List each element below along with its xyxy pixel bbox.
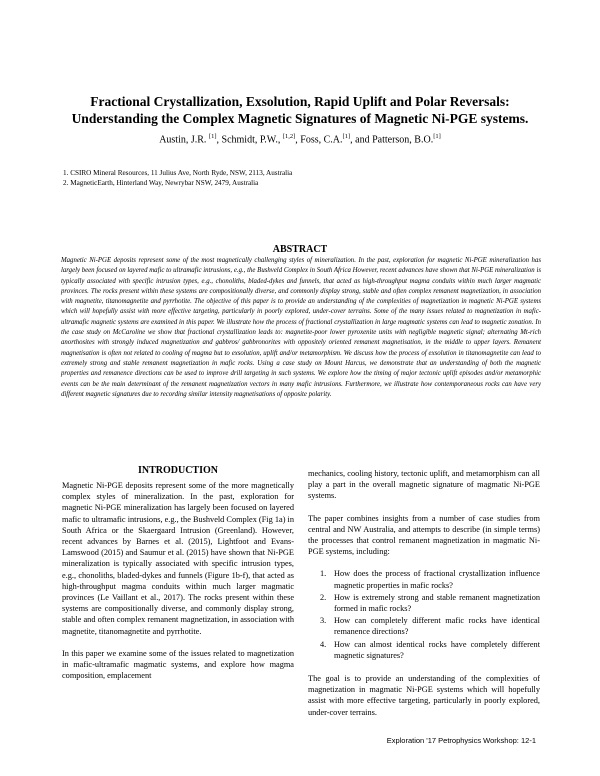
list-item-text: How can completely different mafic rocks have identical remanence directions? [334, 616, 540, 637]
question-list [308, 568, 540, 661]
list-item-text: How is extremely strong and stable remanent magnetization formed in mafic rocks? [334, 592, 540, 614]
author-mark: [1] [342, 133, 351, 140]
list-item [308, 615, 540, 637]
list-item [308, 639, 540, 661]
left-column [62, 480, 294, 681]
paper-title [60, 93, 540, 127]
author-separator: , [295, 134, 301, 146]
abstract-body: Magnetic Ni-PGE deposits represent some of the most magnetically challenging styles of mineralization. In the past, exploration for magnetic Ni-PGE mineralization has largely been focused on layered mafic to ultramafic intrusions, e.g., the Bushveld Complex in South Africa However, recent advances have shown that Ni-PGE mineralization is typically associated with specific intrusion types, e.g., chonoliths, bladed-dykes and funnels, that acted as high-throughput magma conduits within much larger magmatic provinces. The rocks present within these systems are compositionally diverse, and commonly display strong, stable and often complex remanent magnetization, in association with magnetite, titanomagnetite and pyrrhotite. The objective of this paper is to provide an understanding of the complexities of magnetization in magnetic Ni-PGE systems which will hopefully assist with more effective targeting, particularly in poorly explored, under-cover terrains. Some of the many issues related to magnetization in mafic-ultramafic magnetic systems are examined in this paper. We illustrate how the process of fractional crystallization in large magmatic systems can lead to magnetic zonation. In the case study on McCaroline we show that fractional crystallization leads to: magnetite-poor lower pyroxenite units with negligible magnetic signal; alternating Mt-rich anorthosites with strongly induced magnetization and gabbros/ gabbronorites with oppositely oriented remanent magnetisation, in the middle to upper layers. Remanent magnetisation is often not related to cooling of magma but to exsolution, uplift and/or metamorphism. We discuss how the process of exsolution in titanomagnetite can lead to extremely strong and stable remanent magnetization in mafic rocks. Using a case study on Mount Harcus, we demonstrate that an understanding of both the magnetic properties and remanence directions can be used to improve drill targeting in such systems. We explore how the timing of major tectonic uplift episodes and/or metamorphic events can be the main determinant of the remanent magnetization vectors in many mafic intrusions. Furthermore, we illustrate how contemporaneous rocks can have very different magnetic signatures due to recording similar intensity magnetisations of opposite polarity. [61, 257, 541, 398]
author-mark: [1] [433, 133, 441, 140]
list-item-text: How can almost identical rocks have completely different magnetic signatures? [334, 639, 540, 660]
right-column [308, 468, 540, 718]
col2-paragraph-1: mechanics, cooling history, tectonic uplift, and metamorphism can all play a part in the overall magnetic signature of magmatic Ni-PGE systems. [308, 469, 540, 501]
list-item-number: 1. [320, 569, 327, 579]
list-item [308, 592, 540, 614]
author-separator: , and [350, 134, 373, 146]
affiliation-2: 2. MagneticEarth, Hinterland Way, Newrybar NSW, 2479, Australia [63, 179, 259, 187]
introduction-heading: INTRODUCTION [137, 465, 218, 476]
title-line-1: Fractional Crystallization, Exsolution, Rapid Uplift and Polar Reversals: [90, 94, 510, 109]
list-item [308, 568, 540, 590]
affiliation-1: 1. CSIRO Mineral Resources, 11 Julius Ave, North Ryde, NSW, 2113, Australia [63, 169, 293, 177]
title-line-2: Understanding the Complex Magnetic Signatures of Magnetic Ni-PGE systems. [71, 111, 529, 126]
list-item-number: 2. [320, 592, 327, 602]
list-item-text: How does the process of fractional crystallization influence magnetic properties in mafic rocks? [334, 569, 540, 590]
intro-paragraph-2: In this paper we examine some of the issues related to magnetization in mafic-ultramafic magmatic systems, and explore how magma composition, emplacement [62, 648, 294, 681]
page-footer: Exploration '17 Petrophysics Workshop: 12-1 [386, 736, 536, 745]
author-name: Austin, J.R. [159, 134, 209, 146]
intro-paragraph-1: Magnetic Ni-PGE deposits represent some of the more magnetically complex styles of mineralization. In the past, exploration for magnetic Ni-PGE mineralization has largely been focused on layered mafic to ultramafic intrusions, e.g., the Bushveld Complex (Fig 1a) in South Africa or the Skaergaard Intrusion (Greenland). However, recent advances by Barnes et al. (2015), Lightfoot and Evans-Lamswood (2015) and Saumur et al. (2015) have shown that Ni-PGE mineralization is typically associated with specific intrusion types, e.g., chonoliths, bladed-dykes and funnels (Figure 1b-f), that acted as high-throughput magma conduits within much larger magmatic provinces (Le Vaillant et al., 2017). The rocks present within these systems are compositionally diverse, and commonly display strong, stable and often complex remanent magnetization, in association with magnetite, titanomagnetite and pyrrhotite. [62, 481, 294, 636]
affiliations [63, 168, 543, 188]
col2-paragraph-3: The goal is to provide an understanding of the complexities of magnetization in magmatic Ni-PGE systems which will hopefully assist with more effective targeting, particularly in poorly explored, under-cover terrains. [308, 674, 540, 717]
author-name: Schmidt, P.W., [221, 134, 283, 146]
abstract-heading: ABSTRACT [272, 244, 328, 255]
author-mark: [1] [208, 133, 217, 140]
author-name: Foss, C.A. [300, 134, 343, 146]
col2-paragraph-2: The paper combines insights from a number of case studies from central and NW Australia, and attempts to describe (in simple terms) the processes that control remanent magnetization in magmatic Ni-PGE systems, including: [308, 513, 540, 557]
list-item-number: 3. [320, 616, 327, 626]
author-separator: , [216, 134, 222, 146]
author-mark: [1,2] [282, 133, 296, 140]
author-list [60, 130, 540, 146]
list-item-number: 4. [320, 639, 327, 649]
author-name: Patterson, B.O. [372, 134, 434, 146]
